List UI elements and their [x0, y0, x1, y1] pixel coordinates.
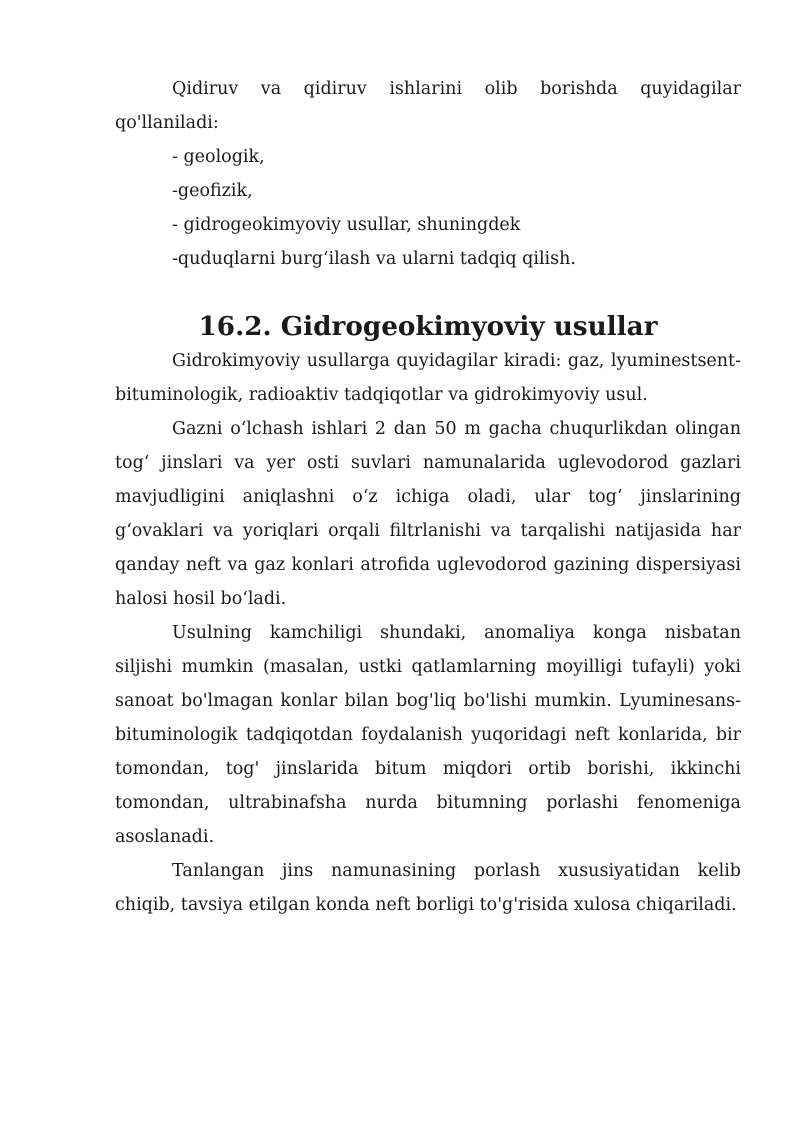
intro-paragraph: Qidiruv va qidiruv ishlarini olib borishda quyidagilar qo'llaniladi: [115, 79, 741, 133]
page-content [115, 72, 741, 922]
section-spacer [115, 276, 741, 310]
list-item: -geofizik, [172, 181, 253, 201]
body-paragraph: Gazni o‘lchash ishlari 2 dan 50 m gacha chuqurlikdan olingan tog‘ jinslari va yer osti suvlari namunalarida uglevodorod gazlari mavjudligini aniqlashni o‘z ichiga oladi, ular tog‘ jinslarining g‘ovaklari va yoriqlari orqali filtrlanishi va tarqalishi natijasida har qanday neft va gaz konlari atrofida uglevodorod gazining dispersiyasi halosi hosil bo‘ladi. [115, 419, 741, 609]
body-paragraph: Gidrokimyoviy usullarga quyidagilar kiradi: gaz, lyuminestsent-bituminologik, radioaktiv tadqiqotlar va gidrokimyoviy usul. [115, 351, 741, 405]
list-item: - gidrogeokimyoviy usullar, shuningdek [172, 215, 521, 235]
list-item: - geologik, [172, 147, 265, 167]
body-paragraph: Tanlangan jins namunasining porlash xususiyatidan kelib chiqib, tavsiya etilgan konda neft borligi to'g'risida xulosa chiqariladi. [115, 861, 741, 915]
body-paragraph: Usulning kamchiligi shundaki, anomaliya konga nisbatan siljishi mumkin (masalan, ustki qatlamlarning moyilligi tufayli) yoki sanoat bo'lmagan konlar bilan bog'liq bo'lishi mumkin. Lyuminesans-bituminologik tadqiqotdan foydalanish yuqoridagi neft konlarida, bir tomondan, tog' jinslarida bitum miqdori ortib borishi, ikkinchi tomondan, ultrabinafsha nurda bitumning porlashi fenomeniga asoslanadi. [115, 623, 741, 847]
section-heading: 16.2. Gidrogeokimyoviy usullar [198, 311, 658, 342]
list-item: -quduqlarni burg‘ilash va ularni tadqiq qilish. [172, 249, 576, 269]
